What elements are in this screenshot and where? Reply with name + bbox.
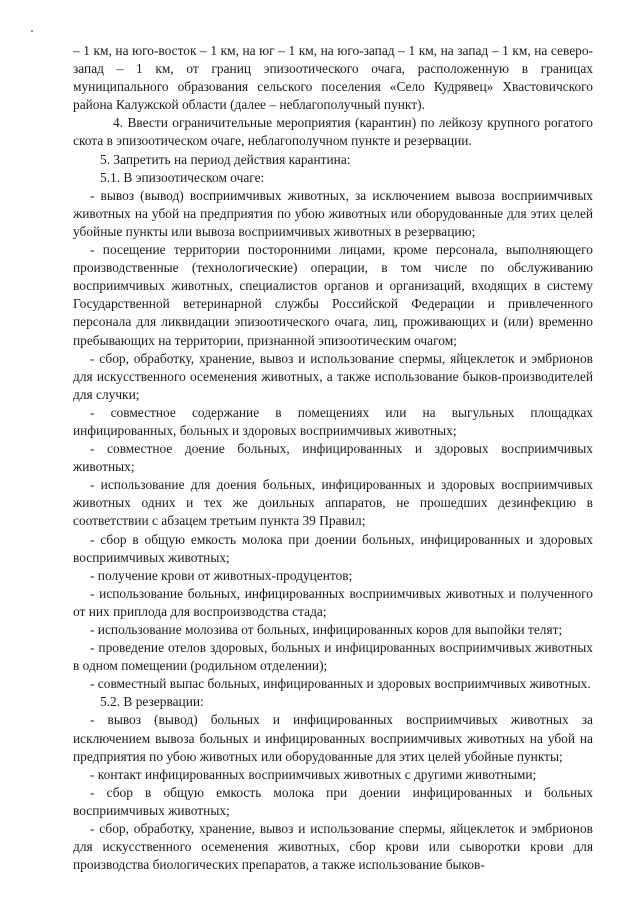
paragraph-item-5-1: 5.1. В эпизоотическом очаге: [100, 169, 265, 185]
document-body [73, 42, 593, 874]
list-item: - контакт инфицированных восприимчивых животных с другими животными; [90, 766, 537, 782]
paragraph-item-4: 4. Ввести ограничительные мероприятия (карантин) по лейкозу крупного рогатого скота в эпизоотическом очаге, неблагополучном пункте и резервации. [73, 115, 593, 149]
list-item: - посещение территории посторонними лицами, кроме персонала, выполняющего производственные (технологические) операции, в том числе по обслуживанию восприимчивых животных, специалистов органов и организаций, входящих в систему Государственной ветеринарной службы Российской Федерации и привлеченного персонала для ликвидации эпизоотического очага, лиц, проживающих и (или) временно пребывающих на территории, признанной эпизоотическим очагом; [73, 242, 593, 348]
list-item: - вывоз (вывод) больных и инфицированных восприимчивых животных за исключением вывоза больных и инфицированных восприимчивых животных на убой на предприятия по убою животных или оборудованные для этих целей убойные пункты; [73, 712, 593, 764]
list-item: - получение крови от животных-продуцентов; [90, 567, 353, 583]
list-item: - совместное доение больных, инфицированных и здоровых восприимчивых животных; [73, 441, 593, 475]
list-item: - использование для доения больных, инфицированных и здоровых восприимчивых животных одних и тех же доильных аппаратов, не прошедших дезинфекцию в соответствии с абзацем третьим пункта 39 Правил; [73, 477, 593, 529]
list-item: - совместное содержание в помещениях или на выгульных площадках инфицированных, больных и здоровых восприимчивых животных; [73, 404, 593, 438]
list-item: - совместный выпас больных, инфицированных и здоровых восприимчивых животных. [90, 676, 591, 692]
list-item: - сбор, обработку, хранение, вывоз и использование спермы, яйцеклеток и эмбрионов для искусственного осеменения животных, а также использование быков-производителей для случки; [73, 350, 593, 402]
list-item: - использование больных, инфицированных восприимчивых животных и полученного от них приплода для воспроизводства стада; [73, 585, 593, 619]
paragraph-item-5-2: 5.2. В резервации: [100, 694, 204, 710]
list-item: - сбор, обработку, хранение, вывоз и использование спермы, яйцеклеток и эмбрионов для искусственного осеменения животных, сбор крови или сыворотки крови для производства биологических препаратов, а также использование быков- [73, 821, 593, 873]
scan-speck [31, 30, 33, 32]
list-item: - использование молозива от больных, инфицированных коров для выпойки телят; [90, 622, 563, 637]
paragraph-item-5: 5. Запретить на период действия карантина: [100, 151, 351, 167]
list-item: - сбор в общую емкость молока при доении инфицированных и больных восприимчивых животных; [73, 784, 593, 818]
list-item: - вывоз (вывод) восприимчивых животных, за исключением вывоза восприимчивых животных на убой на предприятия по убою животных или оборудованные для этих целей убойные пункты или вывоза восприимчивых животных в резервацию; [73, 187, 593, 239]
paragraph-zone-boundaries: – 1 км, на юго-восток – 1 км, на юг – 1 км, на юго-запад – 1 км, на запад – 1 км, на северо-запад – 1 км, от границ эпизоотического очага, расположенную в границах муниципального образования сельского поселения «Село Кудрявец» Хвастовичского района Калужской области (далее – неблагополучный пункт). [73, 43, 593, 113]
list-item: - проведение отелов здоровых, больных и инфицированных восприимчивых животных в одном помещении (родильном отделении); [73, 640, 593, 674]
list-item: - сбор в общую емкость молока при доении больных, инфицированных и здоровых восприимчивых животных; [73, 531, 593, 565]
